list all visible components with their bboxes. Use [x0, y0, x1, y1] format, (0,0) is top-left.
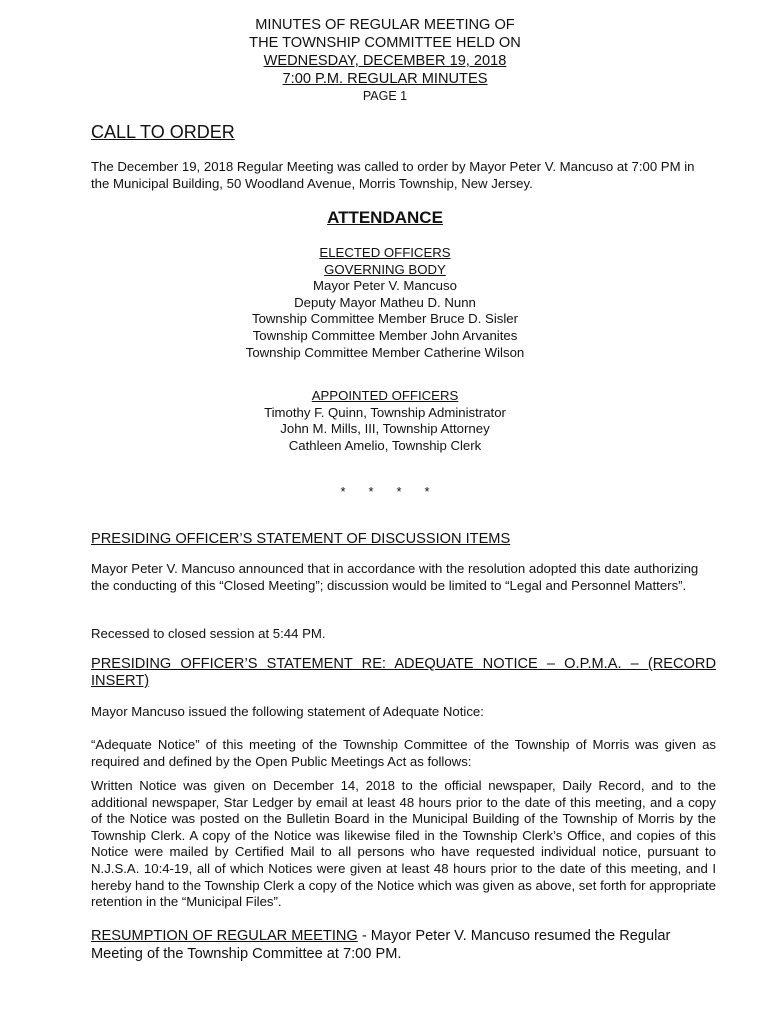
appointed-member: Cathleen Amelio, Township Clerk [288, 437, 482, 453]
appointed-member: John M. Mills, III, Township Attorney [280, 421, 490, 437]
resumption-heading: RESUMPTION OF REGULAR MEETING [91, 928, 358, 944]
document-header [0, 16, 770, 104]
appointed-member: Timothy F. Quinn, Township Administrator [264, 404, 506, 420]
header-date: WEDNESDAY, DECEMBER 19, 2018 [263, 53, 507, 69]
elected-member: Township Committee Member Bruce D. Sisler [251, 311, 519, 327]
elected-member: Township Committee Member John Arvanites [252, 327, 518, 343]
separator-star: * [368, 484, 374, 499]
section-separator [0, 484, 770, 499]
written-notice-text: Written Notice was given on December 14, 2018 to the official newspaper, Daily Record, and to the additional newspaper, Star Ledger by email at least 48 hours prior to the date of this meeting, and a copy of the Notice was posted on the Bulletin Board in the Municipal Building of the Township of Morris by the Township Clerk. A copy of the Notice was likewise filed in the Township Clerk’s Office, and copies of this Notice were mailed by Certified Mail to all persons who have requested individual notice, pursuant to N.J.S.A. 10:4-19, all of which Notices were given at least 48 hours prior to the date of this meeting, and I hereby hand to the Township Clerk a copy of the Notice which was given as above, set forth for appropriate retention in the “Municipal Files”. [91, 778, 716, 910]
adequate-notice-statement: “Adequate Notice” of this meeting of the Township Committee of the Township of Morris was given as required and defined by the Open Public Meetings Act as follows: [91, 737, 716, 769]
attendance-heading: ATTENDANCE [327, 208, 443, 227]
elected-officers-block [0, 245, 770, 361]
separator-star: * [340, 484, 346, 499]
call-to-order-heading: CALL TO ORDER [91, 122, 235, 142]
resumption-text: - Mayor Peter V. Mancuso resumed the Regular Meeting of the Township Committee at 7:00 PM. [91, 928, 671, 962]
page-number: PAGE 1 [362, 89, 408, 103]
discussion-items-heading: PRESIDING OFFICER’S STATEMENT OF DISCUSSION ITEMS [91, 531, 511, 547]
elected-member: Deputy Mayor Matheu D. Nunn [294, 294, 476, 310]
adequate-notice-intro: Mayor Mancuso issued the following statement of Adequate Notice: [91, 704, 484, 719]
resumption-paragraph [91, 927, 716, 963]
appointed-officers-heading: APPOINTED OFFICERS [311, 388, 459, 403]
discussion-items-text: Mayor Peter V. Mancuso announced that in accordance with the resolution adopted this date authorizing the conducting of this “Closed Meeting”; discussion would be limited to “Legal and Personnel Matters”. [91, 561, 699, 593]
elected-member: Township Committee Member Catherine Wilson [245, 344, 525, 360]
appointed-officers-block [0, 388, 770, 454]
separator-star: * [424, 484, 430, 499]
call-to-order-text: The December 19, 2018 Regular Meeting was called to order by Mayor Peter V. Mancuso at 7:00 PM in the Municipal Building, 50 Woodland Avenue, Morris Township, New Jersey. [91, 159, 695, 191]
header-line-1: MINUTES OF REGULAR MEETING OF [255, 17, 515, 33]
header-time: 7:00 P.M. REGULAR MINUTES [282, 71, 488, 87]
separator-star: * [396, 484, 402, 499]
elected-member: Mayor Peter V. Mancuso [313, 278, 457, 294]
adequate-notice-heading: PRESIDING OFFICER’S STATEMENT RE: ADEQUATE NOTICE – O.P.M.A. – (RECORD INSERT) [91, 656, 716, 689]
elected-officers-heading: ELECTED OFFICERS [319, 245, 451, 260]
governing-body-heading: GOVERNING BODY [324, 261, 446, 277]
recess-text: Recessed to closed session at 5:44 PM. [91, 626, 326, 641]
header-line-2: THE TOWNSHIP COMMITTEE HELD ON [249, 35, 521, 51]
